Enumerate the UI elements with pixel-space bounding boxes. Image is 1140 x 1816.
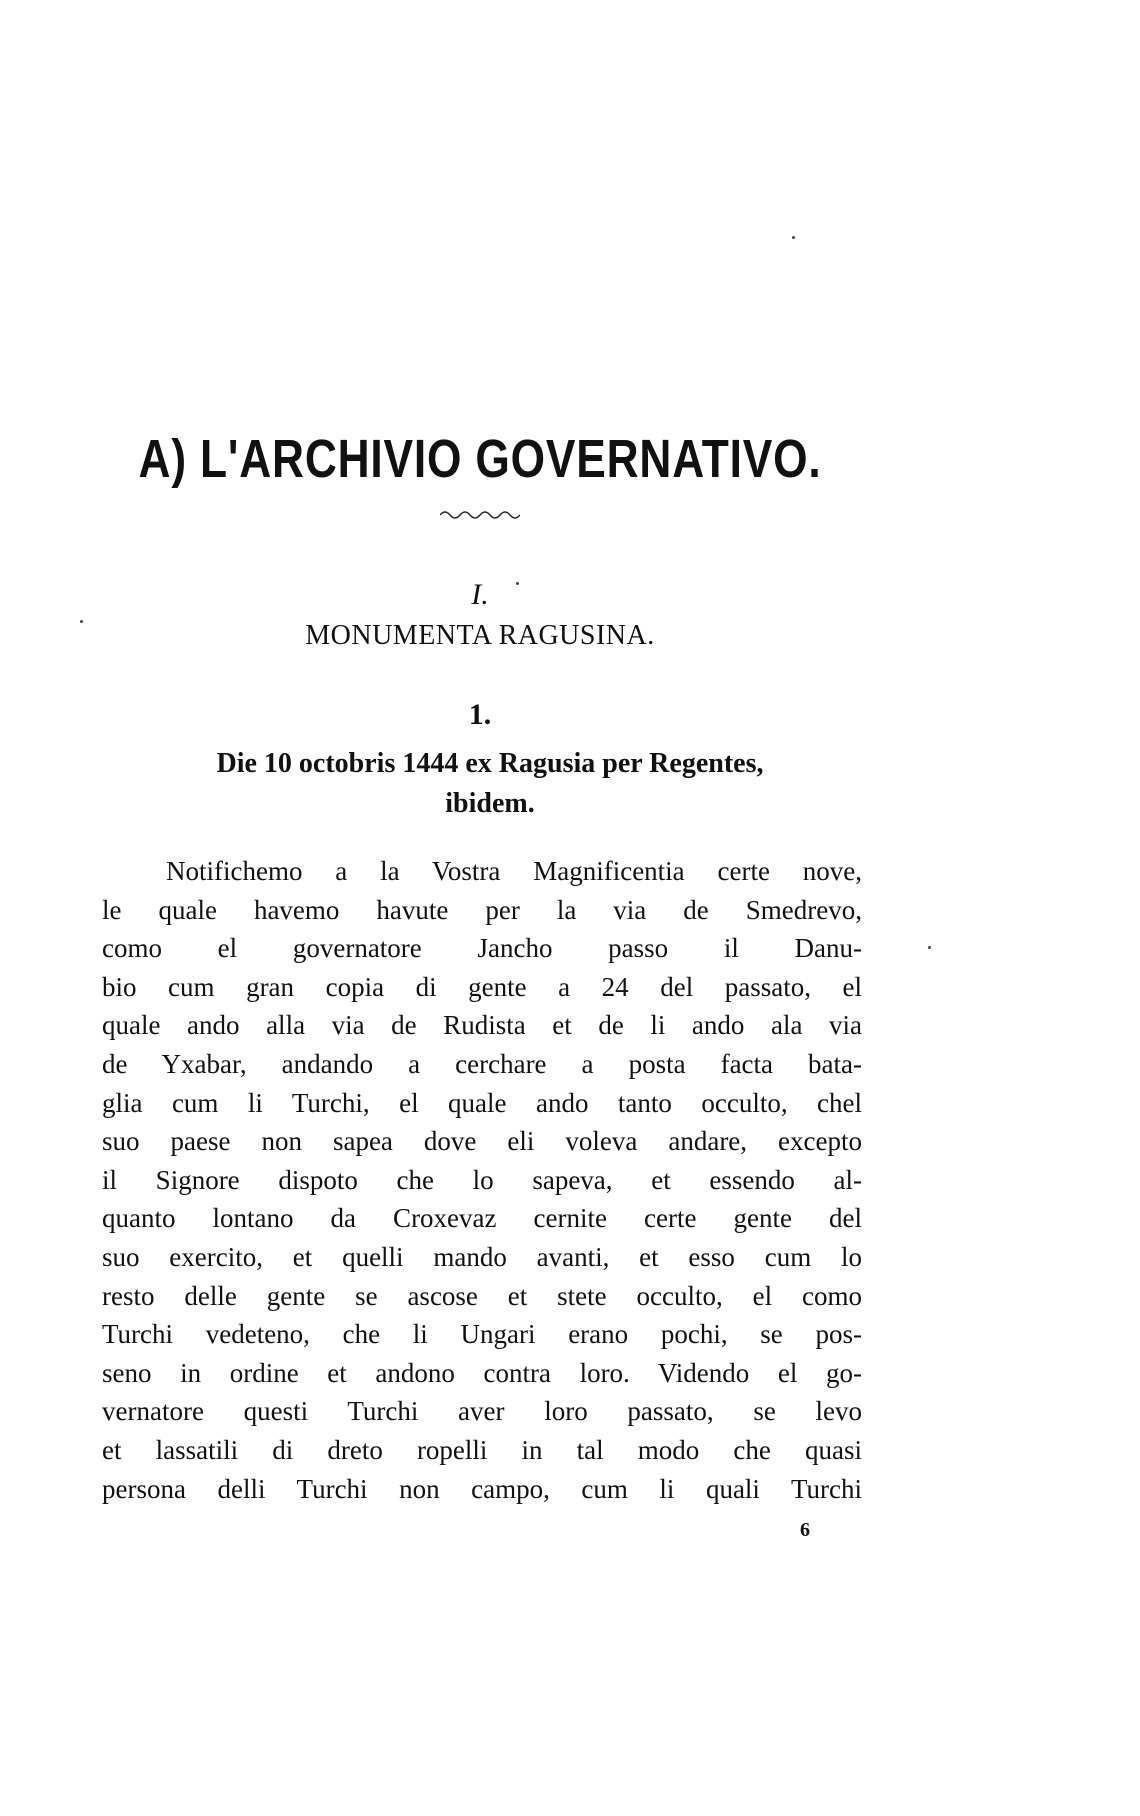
- body-line: seno in ordine et andono contra loro. Videndo el go-: [102, 1357, 862, 1388]
- body-line: quanto lontano da Croxevaz cernite certe gente del: [102, 1203, 862, 1234]
- scan-speck: [80, 620, 83, 623]
- body-line: persona delli Turchi non campo, cum li quali Turchi: [102, 1473, 862, 1504]
- body-line: bio cum gran copia di gente a 24 del passato, el: [102, 971, 862, 1002]
- scan-speck: [516, 582, 519, 585]
- body-line: vernatore questi Turchi aver loro passato, se levo: [102, 1396, 862, 1427]
- body-line: suo exercito, et quelli mando avanti, et esso cum lo: [102, 1241, 862, 1272]
- page-number: 6: [800, 1519, 810, 1541]
- body-line: Notifichemo a la Vostra Magnificentia certe nove,: [166, 856, 862, 886]
- section-title: MONUMENTA RAGUSINA.: [305, 620, 655, 651]
- document-body: [102, 852, 862, 1508]
- document-number: 1.: [468, 698, 492, 731]
- scan-speck: [928, 946, 931, 949]
- body-line: il Signore dispoto che lo sapeva, et essendo al-: [102, 1164, 862, 1195]
- body-line: de Yxabar, andando a cerchare a posta facta bata-: [102, 1048, 862, 1079]
- scan-speck: [792, 236, 795, 239]
- body-line: quale ando alla via de Rudista et de li ando ala via: [102, 1010, 862, 1041]
- heading-line: ibidem.: [445, 788, 535, 819]
- main-title: A) L'ARCHIVIO GOVERNATIVO.: [138, 429, 822, 489]
- heading-line: Die 10 octobris 1444 ex Ragusia per Regentes,: [216, 748, 764, 779]
- section-roman-numeral: I.: [471, 578, 489, 611]
- body-line: resto delle gente se ascose et stete occulto, el como: [102, 1280, 862, 1311]
- document-heading: [120, 744, 860, 824]
- body-line: Turchi vedeteno, che li Ungari erano pochi, se pos-: [102, 1319, 862, 1350]
- body-line: como el governatore Jancho passo il Danu-: [102, 933, 862, 964]
- body-line: et lassatili di dreto ropelli in tal modo che quasi: [102, 1434, 862, 1465]
- body-line: glia cum li Turchi, el quale ando tanto occulto, chel: [102, 1087, 862, 1118]
- wavy-rule-icon: [440, 508, 520, 522]
- body-line: suo paese non sapea dove eli voleva andare, excepto: [102, 1126, 862, 1157]
- body-line: le quale havemo havute per la via de Smedrevo,: [102, 894, 862, 925]
